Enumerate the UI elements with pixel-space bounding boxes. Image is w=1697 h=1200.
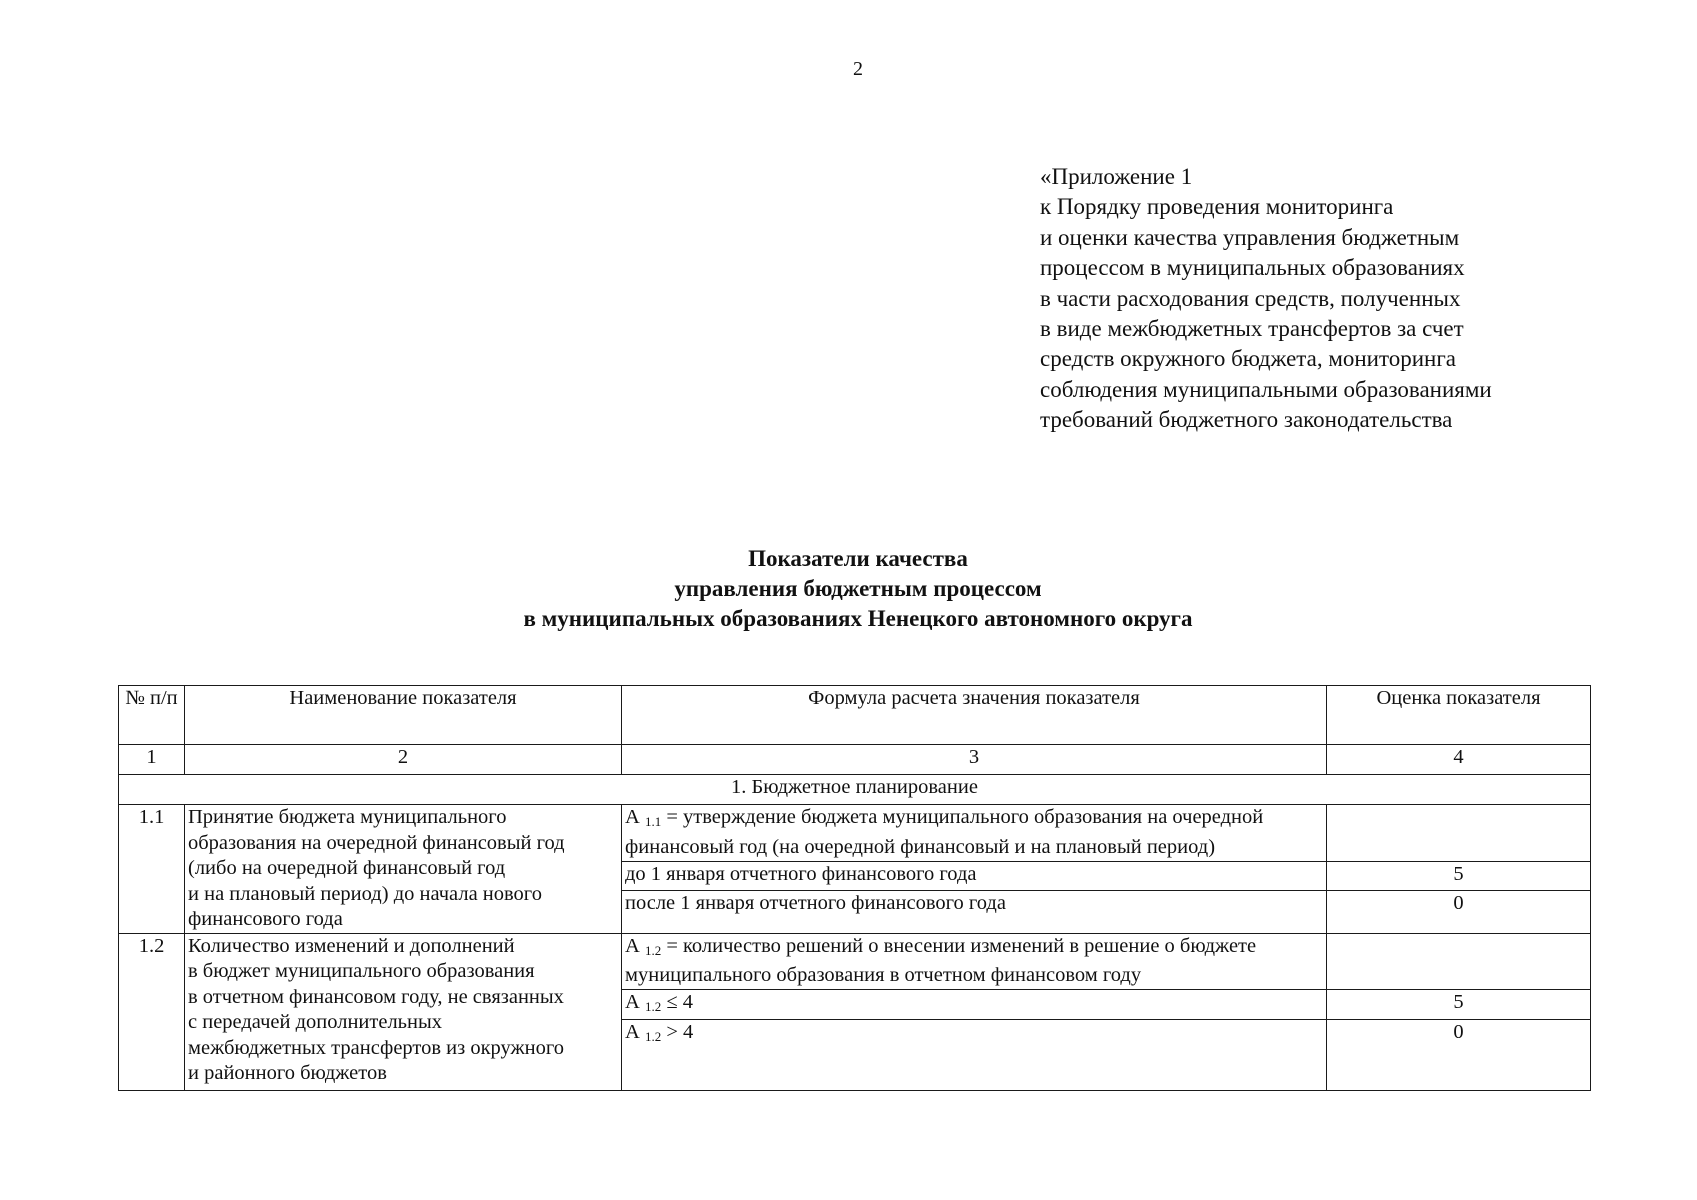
indicator-name: Количество изменений и дополнений в бюджет муниципального образования в отчетном финансовом году, не связанных с передачей дополнительных межбюджетных трансфертов из окружного и районного бюджетов <box>185 933 622 1091</box>
criterion-score: 5 <box>1327 989 1591 1020</box>
title-line: Показатели качества <box>748 546 968 571</box>
appendix-line: средств окружного бюджета, мониторинга <box>1040 346 1456 372</box>
criterion-text: после 1 января отчетного финансового года <box>622 890 1327 933</box>
appendix-line: к Порядку проведения мониторинга <box>1040 194 1394 220</box>
column-number-row <box>119 745 1591 775</box>
page-number: 2 <box>853 58 863 80</box>
table-row <box>119 805 1591 862</box>
section-title: 1. Бюджетное планирование <box>119 775 1591 805</box>
appendix-line: требований бюджетного законодательства <box>1040 407 1453 433</box>
criterion-text: до 1 января отчетного финансового года <box>622 861 1327 890</box>
row-number: 1.2 <box>119 933 185 1091</box>
indicators-table <box>118 685 1591 1091</box>
indicator-score-blank <box>1327 933 1591 989</box>
criterion-text: А $_{1.2}$ > 4 <box>622 1020 1327 1091</box>
appendix-line: соблюдения муниципальными образованиями <box>1040 376 1492 402</box>
criterion-score: 5 <box>1327 861 1591 890</box>
indicator-name: Принятие бюджета муниципального образования на очередной финансовый год (либо на очередной финансовый год и на плановый период) до начала нового финансового года <box>185 805 622 934</box>
document-title <box>0 544 1697 634</box>
criterion-text: А $_{1.2}$ ≤ 4 <box>622 989 1327 1020</box>
appendix-line: и оценки качества управления бюджетным <box>1040 224 1460 250</box>
header-formula: Формула расчета значения показателя <box>622 686 1327 745</box>
appendix-reference <box>1040 162 1492 436</box>
criterion-score: 0 <box>1327 890 1591 933</box>
appendix-line: процессом в муниципальных образованиях <box>1040 255 1465 281</box>
column-number: 1 <box>119 745 185 775</box>
appendix-line: в виде межбюджетных трансфертов за счет <box>1040 316 1464 342</box>
header-num: № п/п <box>119 686 185 745</box>
indicator-formula: А $_{1.2}$ = количество решений о внесении изменений в решение о бюджете муниципального образования в отчетном финансовом году <box>622 933 1327 989</box>
section-row <box>119 775 1591 805</box>
row-number: 1.1 <box>119 805 185 934</box>
title-line: в муниципальных образованиях Ненецкого автономного округа <box>523 606 1193 631</box>
appendix-line: «Приложение 1 <box>1040 164 1193 189</box>
title-line: управления бюджетным процессом <box>674 576 1042 601</box>
appendix-line: в части расходования средств, полученных <box>1040 285 1461 311</box>
table-row <box>119 933 1591 989</box>
table-header-row <box>119 686 1591 745</box>
header-name: Наименование показателя <box>185 686 622 745</box>
column-number: 2 <box>185 745 622 775</box>
criterion-score: 0 <box>1327 1020 1591 1091</box>
column-number: 3 <box>622 745 1327 775</box>
indicator-formula: А $_{1.1}$ = утверждение бюджета муниципального образования на очередной финансовый год (на очередной финансовый и на плановый период) <box>622 805 1327 862</box>
column-number: 4 <box>1327 745 1591 775</box>
indicator-score-blank <box>1327 805 1591 862</box>
header-score: Оценка показателя <box>1327 686 1591 745</box>
